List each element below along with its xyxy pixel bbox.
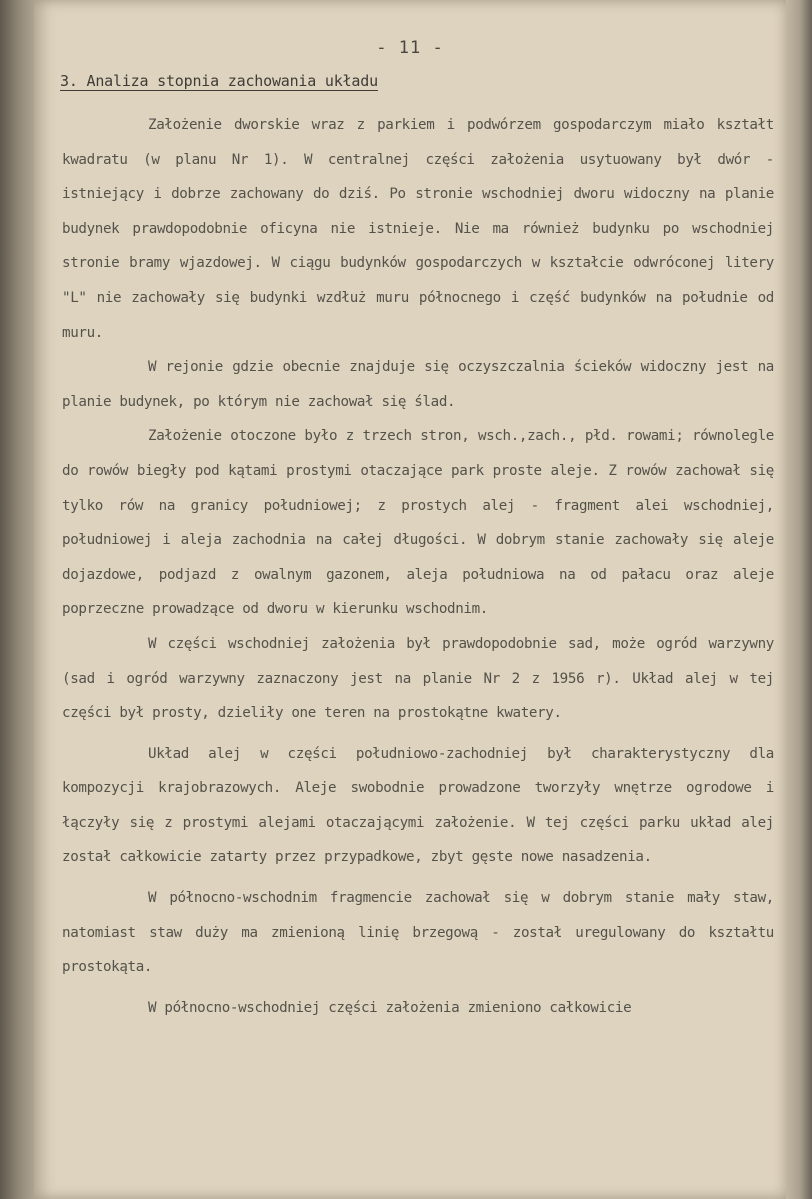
body-text: [62, 108, 774, 1025]
paragraph-2: W rejonie gdzie obecnie znajduje się oczyszczalnia ścieków widoczny jest na planie budynek, po którym nie zachował się ślad.: [62, 359, 774, 410]
document-page: [34, 0, 786, 1199]
paragraph-6: W północno-wschodnim fragmencie zachował się w dobrym stanie mały staw, natomiast staw duży ma zmienioną linię brzegową - został uregulowany do kształtu prostokąta.: [62, 890, 774, 976]
paragraph-4: W części wschodniej założenia był prawdopodobnie sad, może ogród warzywny (sad i ogród warzywny zaznaczony jest na planie Nr 2 z 1956 r). Układ alej w tej części był prosty, dzieliły one teren na prostokątne kwatery.: [62, 635, 774, 722]
paragraph-5: Układ alej w części południowo-zachodniej był charakterystyczny dla kompozycji krajobrazowych. Aleje swobodnie prowadzone tworzyły wnętrze ogrodowe i łączyły się z prostymi alejami otaczającymi założenie. W tej części parku układ alej został całkowicie zatarty przez przypadkowe, zbyt gęste nowe nasadzenia.: [62, 745, 774, 866]
paragraph-1: Założenie dworskie wraz z parkiem i podwórzem gospodarczym miało kształt kwadratu (w planu Nr 1). W centralnej części założenia usytuowany był dwór - istniejący i dobrze zachowany do dziś. Po stronie wschodniej dworu widoczny na planie budynek prawdopodobnie oficyna nie istnieje. Nie ma również budynku po wschodniej stronie bramy wjazdowej. W ciągu budynków gospodarczych w kształcie odwróconej litery "L" nie zachowały się budynki wzdłuż muru północnego i część budynków na południe od muru.: [62, 117, 774, 341]
page-edge: [782, 0, 812, 1199]
section-heading: 3. Analiza stopnia zachowania układu: [60, 72, 378, 90]
page-number: - 11 -: [376, 38, 444, 58]
paragraph-3: Założenie otoczone było z trzech stron, wsch.,zach., płd. rowami; równolegle do rowów biegły pod kątami prostymi otaczające park proste aleje. Z rowów zachował się tylko rów na granicy południowej; z prostych alej - fragment alei wschodniej, południowej i aleja zachodnia na całej długości. W dobrym stanie zachowały się aleje dojazdowe, podjazd z owalnym gazonem, aleja południowa na od pałacu oraz aleje poprzeczne prowadzące od dworu w kierunku wschodnim.: [62, 428, 774, 618]
paragraph-7: W północno-wschodniej części założenia zmieniono całkowicie: [148, 999, 632, 1016]
